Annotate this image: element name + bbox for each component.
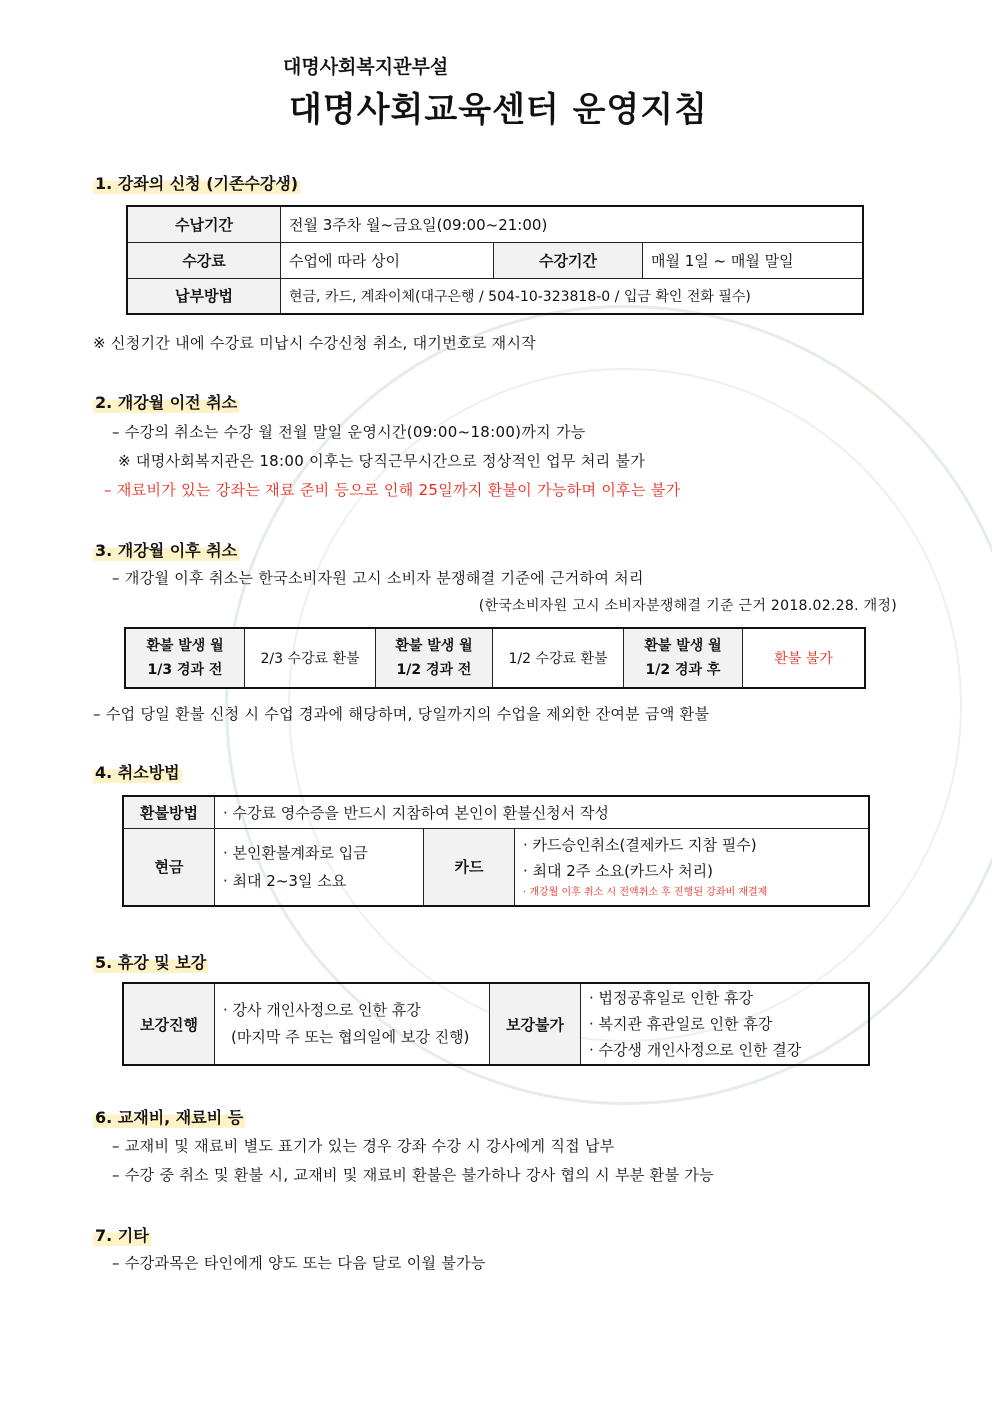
makeup-line-1: · 강사 개인사정으로 인한 휴강 [223, 1001, 421, 1019]
payment-period-value: 전월 3주차 월~금요일(09:00~21:00) [281, 206, 864, 242]
payment-period-label: 수납기간 [127, 206, 281, 242]
no-makeup-line-1: · 법정공휴일로 인한 휴강 [589, 989, 753, 1007]
makeup-details [215, 983, 490, 1065]
no-makeup-label: 보강불가 [490, 983, 581, 1065]
refund-method-value: · 수강료 영수증을 반드시 지참하여 본인이 환불신청서 작성 [215, 796, 870, 828]
makeup-line-2: (마지막 주 또는 협의일에 보강 진행) [231, 1028, 470, 1046]
card-details [515, 828, 870, 906]
section-4-heading: 4. 취소방법 [93, 760, 182, 783]
refund-cell-3-line-1: 환불 발생 월 [395, 638, 473, 654]
no-makeup-line-3: · 수강생 개인사정으로 인한 결강 [589, 1041, 802, 1059]
page-title: 대명사회교육센터 운영지침 [289, 90, 708, 130]
cash-details [215, 828, 424, 906]
no-makeup-line-2: · 복지관 휴관일로 인한 휴강 [589, 1015, 773, 1033]
refund-cell-6: 환불 불가 [743, 628, 866, 688]
refund-cell-5 [624, 628, 743, 688]
section-6-line-1: – 교재비 및 재료비 별도 표기가 있는 경우 강좌 수강 시 강사에게 직접 납부 [112, 1137, 615, 1155]
refund-cell-4: 1/2 수강료 환불 [493, 628, 624, 688]
cash-line-1: · 본인환불계좌로 입금 [223, 843, 368, 862]
fee-label: 수강료 [127, 242, 281, 278]
application-note: ※ 신청기간 내에 수강료 미납시 수강신청 취소, 대기번호로 재시작 [93, 334, 537, 352]
refund-cell-1-line-2: 1/3 경과 전 [147, 662, 223, 678]
section-2-line-2: ※ 대명사회복지관은 18:00 이후는 당직근무시간으로 정상적인 업무 처리 불가 [118, 452, 646, 470]
cancel-method-table [122, 795, 870, 907]
cash-line-2: · 최대 2~3일 소요 [223, 871, 347, 890]
makeup-label: 보강진행 [123, 983, 215, 1065]
section-7-line-1: – 수강과목은 타인에게 양도 또는 다음 달로 이월 불가능 [112, 1254, 486, 1272]
cash-label: 현금 [123, 828, 215, 906]
refund-cell-5-line-1: 환불 발생 월 [644, 638, 722, 654]
section-6-line-2: – 수강 중 취소 및 환불 시, 교재비 및 재료비 환불은 불가하나 강사 협의 시 부분 환불 가능 [112, 1166, 714, 1184]
makeup-table [122, 982, 870, 1066]
section-3-line-1: – 개강월 이후 취소는 한국소비자원 고시 소비자 분쟁해결 기준에 근거하여 처리 [112, 569, 644, 587]
refund-cell-3-line-2: 1/2 경과 전 [396, 662, 472, 678]
page-subtitle: 대명사회복지관부설 [283, 56, 449, 78]
section-3-heading: 3. 개강월 이후 취소 [93, 538, 239, 561]
fee-value: 수업에 따라 상이 [281, 242, 494, 278]
method-label: 납부방법 [127, 278, 281, 314]
course-period-label: 수강기간 [494, 242, 643, 278]
section-2-line-3: – 재료비가 있는 강좌는 재료 준비 등으로 인해 25일까지 환불이 가능하며 이후는 불가 [104, 481, 681, 499]
refund-cell-3 [376, 628, 493, 688]
course-period-value: 매월 1일 ~ 매월 말일 [643, 242, 864, 278]
section-1-heading: 1. 강좌의 신청 (기존수강생) [93, 171, 300, 194]
section-2-heading: 2. 개강월 이전 취소 [93, 390, 239, 413]
refund-cell-2: 2/3 수강료 환불 [245, 628, 376, 688]
section-2-line-1: – 수강의 취소는 수강 월 전월 말일 운영시간(09:00~18:00)까지 가능 [112, 423, 586, 441]
card-label: 카드 [424, 828, 515, 906]
application-table [126, 205, 864, 315]
section-5-heading: 5. 휴강 및 보강 [93, 950, 208, 973]
card-line-2: · 최대 2주 소요(카드사 처리) [523, 861, 713, 880]
card-line-3: · 개강월 이후 취소 시 전액취소 후 진행된 강좌비 재결제 [523, 886, 768, 898]
refund-cell-1-line-1: 환불 발생 월 [146, 638, 224, 654]
section-3-note: – 수업 당일 환불 신청 시 수업 경과에 해당하며, 당일까지의 수업을 제외한 잔여분 금액 환불 [93, 705, 710, 723]
section-3-line-2: (한국소비자원 고시 소비자분쟁해결 기준 근거 2018.02.28. 개정) [478, 598, 897, 614]
refund-cell-5-line-2: 1/2 경과 후 [645, 662, 721, 678]
refund-cell-1 [125, 628, 245, 688]
card-line-1: · 카드승인취소(결제카드 지참 필수) [523, 835, 757, 854]
method-value: 현금, 카드, 계좌이체(대구은행 / 504-10-323818-0 / 입금 확인 전화 필수) [281, 278, 864, 314]
no-makeup-details [581, 983, 870, 1065]
section-7-heading: 7. 기타 [93, 1223, 151, 1246]
section-6-heading: 6. 교재비, 재료비 등 [93, 1105, 245, 1128]
refund-method-label: 환불방법 [123, 796, 215, 828]
refund-table [124, 627, 866, 689]
